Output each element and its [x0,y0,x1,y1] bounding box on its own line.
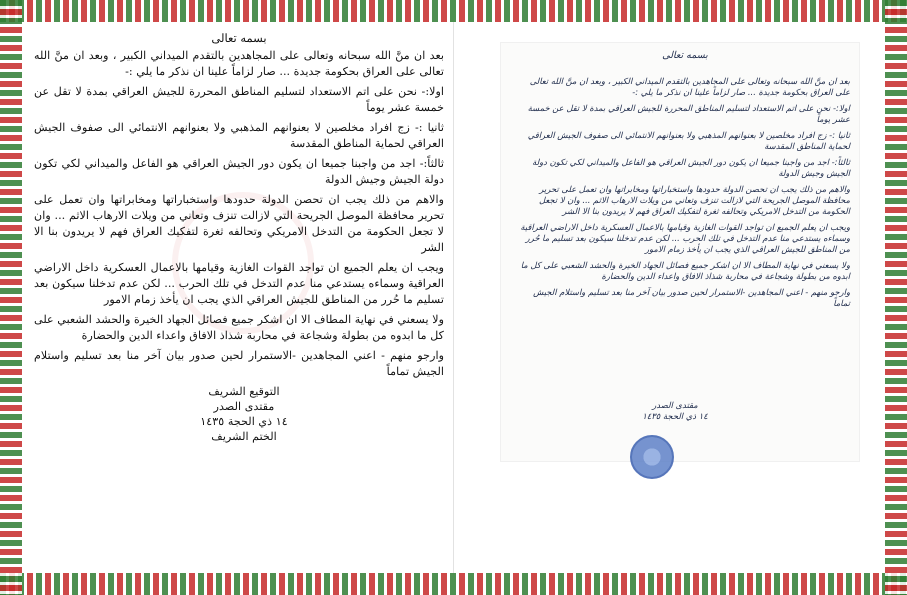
typed-basmala: بسمه تعالى [211,31,267,45]
handwritten-paragraph: ولا يسعني في نهاية المطاف الا ان اشكر جميع فصائل الجهاد الخيرة والحشد الشعبي على كل ما ابدوه من بطولة وشجاعة في محاربة شذاذ الافاق واعداء الدين والحضارة [520,260,850,281]
typed-paragraph-borders: والاهم من ذلك يجب ان تحصن الدولة حدودها واستخباراتها ومخابراتها وان تعمل على تحرير محافظة الموصل الجريحة التي لازالت تنزف وتعاني من ويلات الارهاب الاثم ... وان لا تجعل الحكومة من التدخل الامريكي وتحالفه ثغرة لتفكيك العراق فهم لا يريدون بنا الا الشر [34,193,444,254]
frame-border-left [0,0,22,595]
handwritten-scan [480,30,880,560]
frame-border-top [0,0,907,22]
page-divider [453,22,454,573]
handwritten-signature [630,400,720,422]
typed-paragraph-second: ثانيا :- زج افراد مخلصين لا بعنوانهم المذهبي ولا بعنوانهم الانتمائي الى صفوف الجيش العراقي لحماية المناطق المقدسة [34,121,444,150]
handwritten-paragraph: بعد ان منَّ الله سبحانه وتعالى على المجاهدين بالتقدم الميداني الكبير ، وبعد ان منَّ الله تعالى على العراق بحكومة جديدة ... صار لزاماً علينا ان نذكر ما يلي :- [529,76,850,97]
typed-transcription [34,30,444,560]
typed-paragraph-thanks: ولا يسعني في نهاية المطاف الا ان اشكر جميع فصائل الجهاد الخيرة والحشد الشعبي على كل ما ابدوه من بطولة وشجاعة في محاربة شذاذ الافاق واعداء الدين والحضارة [34,313,444,342]
handwritten-body [520,76,850,314]
typed-paragraph-intro: بعد ان منَّ الله سبحانه وتعالى على المجاهدين بالتقدم الميداني الكبير ، وبعد ان منَّ الله تعالى على العراق بحكومة جديدة ... صار لزاماً علينا ان نذكر ما يلي :- [34,49,444,78]
typed-signature-date: ١٤ ذي الحجة ١٤٣٥ [200,415,288,428]
typed-paragraph-closing: وارجو منهم - اعني المجاهدين -الاستمرار لحين صدور بيان آخر منا بعد تسليم واستلام الجيش تماماً [34,349,444,378]
handwritten-signature-date: ١٤ ذي الحجة ١٤٣٥ [642,411,708,421]
handwritten-paragraph: وارجو منهم - اعني المجاهدين -الاستمرار لحين صدور بيان آخر منا بعد تسليم واستلام الجيش تماماً [533,287,850,308]
typed-signature-block [164,384,324,444]
typed-signature-name: مقتدى الصدر [213,400,275,413]
handwritten-paragraph: والاهم من ذلك يجب ان تحصن الدولة حدودها واستخباراتها ومخابراتها وان تعمل على تحرير محافظة الموصل الجريحة التي لازالت تنزف وتعاني من ويلات الارهاب الاثم ... وان لا تجعل الحكومة من التدخل الامريكي وتحالفه ثغرة لتفكيك العراق فهم لا يريدون بنا الا الشر [539,184,850,216]
handwritten-paragraph: ويجب ان يعلم الجميع ان تواجد القوات الغازية وقيامها بالاعمال العسكرية داخل الاراضي العراقية وسماءه يستدعي منا عدم التدخل في تلك الحرب ... لكن عدم تدخلنا سيكون بعد تسليم ما حُرر من المناطق للجيش العراقي الذي يجب ان يأخذ زمام الامور [520,222,850,254]
typed-signature-label: التوقيع الشريف [208,385,280,398]
typed-paragraph-forces: ويجب ان يعلم الجميع ان تواجد القوات الغازية وقيامها بالاعمال العسكرية داخل الاراضي العراقية وسماءه يستدعي منا عدم التدخل في تلك الحرب ... لكن عدم تدخلنا سيكون بعد تسليم ما حُرر من المناطق للجيش العراقي الذي يجب ان يأخذ زمام الامور [34,261,444,306]
handwritten-signature-name: مقتدى الصدر [652,400,698,410]
frame-border-right [885,0,907,595]
handwritten-paragraph: ثانيا :- زج افراد مخلصين لا بعنوانهم المذهبي ولا بعنوانهم الانتمائي الى صفوف الجيش العراقي لحماية المناطق المقدسة [527,130,850,151]
typed-paragraph-third: ثالثاً:- اجد من واجبنا جميعا ان يكون دور الجيش العراقي هو الفاعل والميداني لكي تكون دولة الجيش وجيش الدولة [34,157,444,186]
typed-paragraph-first: اولا:- نحن على اتم الاستعداد لتسليم المناطق المحررة للجيش العراقي بمدة لا تقل عن خمسة عشر يوماً [34,85,444,114]
official-seal-icon [630,435,674,479]
handwritten-paragraph: ثالثاً:- اجد من واجبنا جميعا ان يكون دور الجيش العراقي هو الفاعل والميداني لكي تكون دولة الجيش وجيش الدولة [532,157,850,178]
handwritten-paragraph: اولا:- نحن على اتم الاستعداد لتسليم المناطق المحررة للجيش العراقي بمدة لا تقل عن خمسة عشر يوماً [527,103,850,124]
typed-signature-seal-label: الختم الشريف [211,430,277,443]
handwritten-basmala: بسمه تعالى [662,50,708,61]
frame-border-bottom [0,573,907,595]
